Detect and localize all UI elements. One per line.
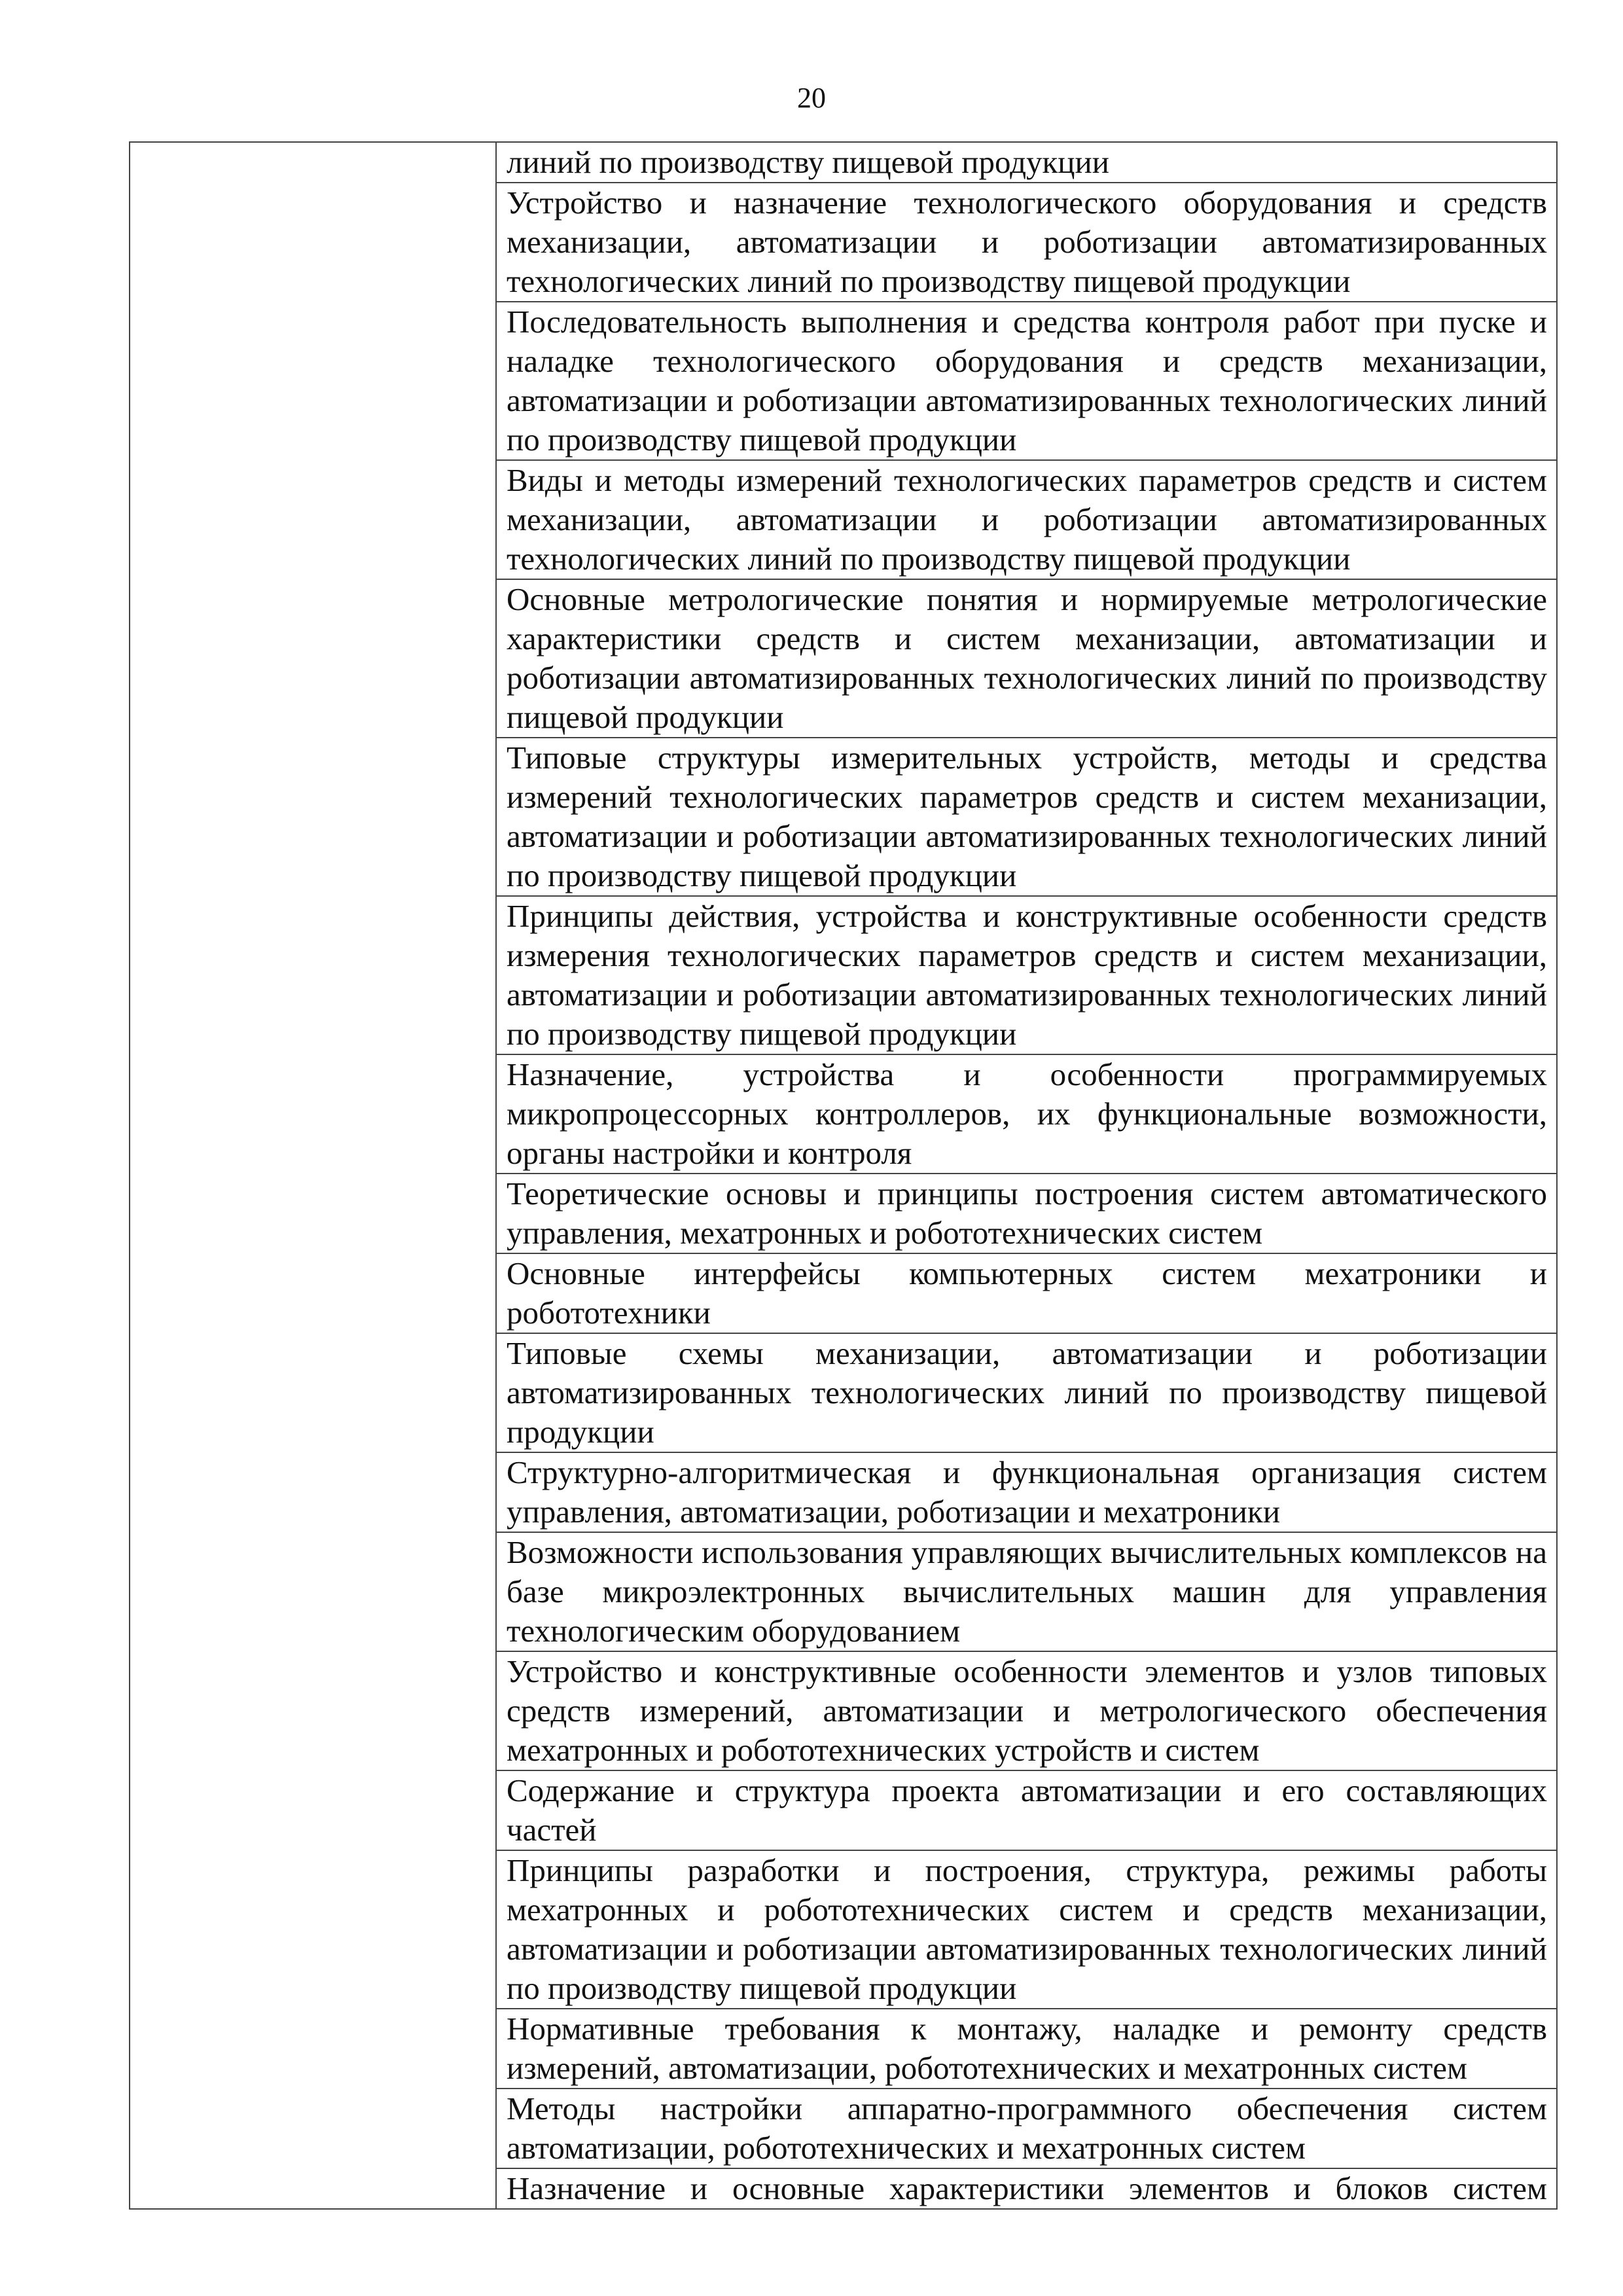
cell-text: Устройство и назначение технологического оборудования и средств механизации, автоматизации и роботизации автоматизированных технологических линий по производству пищевой продукции <box>507 185 1547 299</box>
cell-text: Назначение и основные характеристики элементов и блоков систем <box>507 2170 1547 2206</box>
requirements-table <box>129 141 1558 2210</box>
table-cell <box>496 2009 1557 2089</box>
table-cell <box>496 183 1557 302</box>
table-cell <box>496 2089 1557 2168</box>
table-cell <box>496 1054 1557 1174</box>
page-number: 20 <box>797 82 826 114</box>
table-cell <box>496 142 1557 183</box>
left-column-cell <box>130 142 496 2209</box>
cell-text: Последовательность выполнения и средства контроля работ при пуске и наладке технологического оборудования и средств механизации, автоматизации и роботизации автоматизированных технологических линий по производству пищевой продукции <box>507 304 1547 457</box>
table-cell <box>496 1770 1557 1850</box>
cell-text: Теоретические основы и принципы построения систем автоматического управления, мехатронных и робототехнических систем <box>507 1175 1547 1251</box>
table-cell <box>496 1174 1557 1253</box>
cell-text: Нормативные требования к монтажу, наладке и ремонту средств измерений, автоматизации, робототехнических и мехатронных систем <box>507 2011 1547 2086</box>
cell-text: Типовые структуры измерительных устройств, методы и средства измерений технологических параметров средств и систем механизации, автоматизации и роботизации автоматизированных технологических линий по производству пищевой продукции <box>507 740 1547 893</box>
table-cell <box>496 1850 1557 2009</box>
table-cell <box>496 579 1557 738</box>
cell-text: Основные метрологические понятия и нормируемые метрологические характеристики средств и систем механизации, автоматизации и роботизации автоматизированных технологических линий по производству пищевой продукции <box>507 581 1547 735</box>
cell-text: Устройство и конструктивные особенности элементов и узлов типовых средств измерений, автоматизации и метрологического обеспечения мехатронных и робототехнических устройств и систем <box>507 1653 1547 1768</box>
table-cell <box>496 460 1557 579</box>
cell-text: Методы настройки аппаратно-программного обеспечения систем автоматизации, робототехнических и мехатронных систем <box>507 2090 1547 2166</box>
cell-text: Принципы действия, устройства и конструктивные особенности средств измерения технологических параметров средств и систем механизации, автоматизации и роботизации автоматизированных технологических линий по производству пищевой продукции <box>507 898 1547 1052</box>
table-cell <box>496 1452 1557 1532</box>
table-cell <box>496 1651 1557 1770</box>
table-cell <box>496 2168 1557 2209</box>
cell-text: Содержание и структура проекта автоматизации и его составляющих частей <box>507 1772 1547 1848</box>
table-cell <box>496 1253 1557 1333</box>
table-cell <box>496 302 1557 460</box>
table-row <box>130 142 1557 183</box>
cell-text: Возможности использования управляющих вычислительных комплексов на базе микроэлектронных вычислительных машин для управления технологическим оборудованием <box>507 1534 1547 1649</box>
table-cell <box>496 1532 1557 1651</box>
cell-text: Основные интерфейсы компьютерных систем мехатроники и робототехники <box>507 1255 1547 1331</box>
table-cell <box>496 1333 1557 1452</box>
cell-text: линий по производству пищевой продукции <box>507 144 1109 180</box>
table-cell <box>496 738 1557 896</box>
cell-text: Структурно-алгоритмическая и функциональная организация систем управления, автоматизации, роботизации и мехатроники <box>507 1454 1547 1530</box>
table-cell <box>496 896 1557 1054</box>
cell-text: Типовые схемы механизации, автоматизации и роботизации автоматизированных технологических линий по производству пищевой продукции <box>507 1335 1547 1450</box>
cell-text: Виды и методы измерений технологических параметров средств и систем механизации, автоматизации и роботизации автоматизированных технологических линий по производству пищевой продукции <box>507 462 1547 577</box>
cell-text: Принципы разработки и построения, структура, режимы работы мехатронных и робототехнических систем и средств механизации, автоматизации и роботизации автоматизированных технологических линий по производству пищевой продукции <box>507 1852 1547 2006</box>
cell-text: Назначение, устройства и особенности программируемых микропроцессорных контроллеров, их функциональные возможности, органы настройки и контроля <box>507 1056 1547 1171</box>
